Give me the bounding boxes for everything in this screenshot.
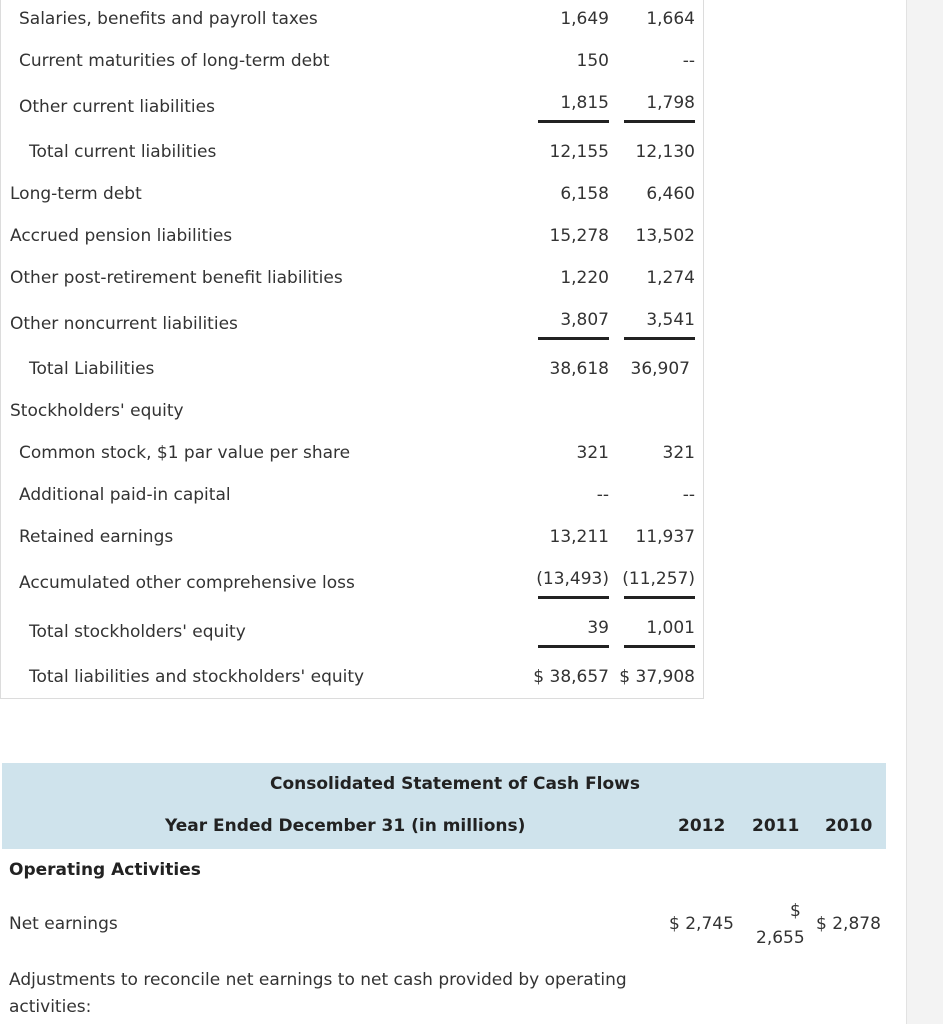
value-2011: 12,130 [635,142,695,162]
value-2011: 3,541 [646,310,695,330]
table-row [1,224,703,248]
value-2012: 3,807 [560,310,609,330]
cash-flow-title: Consolidated Statement of Cash Flows [270,774,641,794]
row-label: Accrued pension liabilities [10,226,233,246]
net-earnings-2012: $ 2,745 [669,914,734,934]
value-2011: $ 37,908 [619,667,695,687]
row-label: Common stock, $1 par value per share [19,443,351,463]
cash-flow-subtitle: Year Ended December 31 (in millions) [165,816,526,836]
value-2012: 321 [576,443,609,463]
row-label: Stockholders' equity [10,401,184,421]
value-2012: (13,493) [536,569,609,589]
row-label: Total liabilities and stockholders' equity [29,667,365,687]
value-2011: -- [682,51,695,71]
value-2012: 6,158 [560,184,609,204]
value-2012: -- [596,485,609,505]
value-2012: 1,220 [560,268,609,288]
underline [624,596,695,599]
year-2010-header: 2010 [825,816,873,836]
table-row [1,49,703,73]
row-label: Other post-retirement benefit liabilities [10,268,343,288]
section-header [1,399,703,423]
value-2012: 150 [576,51,609,71]
row-label: Other noncurrent liabilities [10,314,238,334]
operating-activities-heading: Operating Activities [9,860,201,880]
value-2011: 6,460 [646,184,695,204]
value-2011: 36,907 [630,359,690,379]
underline [538,645,609,648]
table-row [1,441,703,465]
row-label: Accumulated other comprehensive loss [19,573,355,593]
underline [538,120,609,123]
value-2011: (11,257) [622,569,695,589]
underline [624,120,695,123]
row-label: Other current liabilities [19,97,215,117]
table-row [1,357,703,381]
net-earnings-2010: $ 2,878 [816,914,881,934]
value-2012: 12,155 [549,142,609,162]
table-row [1,567,703,591]
table-row [1,483,703,507]
value-2012: 15,278 [549,226,609,246]
row-label: Current maturities of long-term debt [19,51,330,71]
net-earnings-label: Net earnings [9,914,118,934]
table-row [1,525,703,549]
table-row [1,91,703,115]
table-row [1,7,703,31]
value-2011: 11,937 [635,527,695,547]
adjustments-label-line2: activities: [9,997,92,1017]
year-2012-header: 2012 [678,816,726,836]
table-row [1,140,703,164]
table-row [1,266,703,290]
year-2011-header: 2011 [752,816,800,836]
row-label: Retained earnings [19,527,174,547]
row-label: Additional paid-in capital [19,485,231,505]
value-2012: 1,649 [560,9,609,29]
table-row [1,182,703,206]
table-row [1,616,703,640]
row-label: Long-term debt [10,184,142,204]
value-2011: 321 [662,443,695,463]
row-label: Total stockholders' equity [29,622,246,642]
underline [538,596,609,599]
adjustments-label-line1: Adjustments to reconcile net earnings to net cash provided by operating [9,970,627,990]
table-row [1,665,703,689]
value-2011: 13,502 [635,226,695,246]
value-2012: 13,211 [549,527,609,547]
value-2012: 38,618 [549,359,609,379]
value-2012: 39 [587,618,609,638]
page-scrollbar[interactable] [906,0,943,1024]
underline [624,645,695,648]
value-2012: 1,815 [560,93,609,113]
row-label: Total current liabilities [29,142,217,162]
underline [624,337,695,340]
underline [538,337,609,340]
value-2012: $ 38,657 [533,667,609,687]
value-2011: 1,001 [646,618,695,638]
table-row [1,308,703,332]
value-2011: 1,798 [646,93,695,113]
net-earnings-2011: 2,655 [756,928,805,948]
value-2011: 1,274 [646,268,695,288]
value-2011: -- [682,485,695,505]
row-label: Total Liabilities [29,359,155,379]
net-earnings-2011-symbol: $ [790,901,801,921]
row-label: Salaries, benefits and payroll taxes [19,9,318,29]
value-2011: 1,664 [646,9,695,29]
